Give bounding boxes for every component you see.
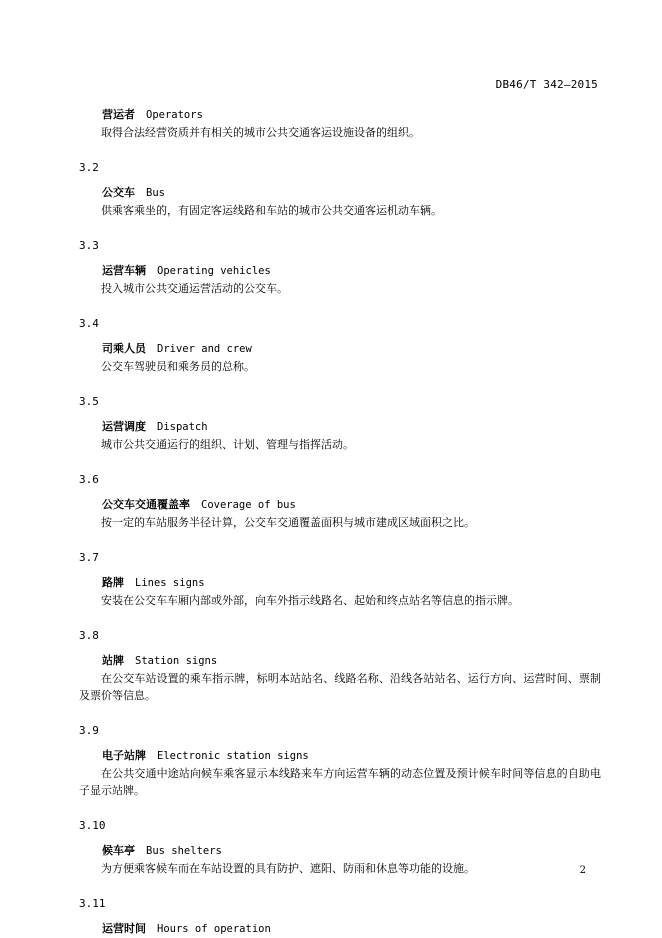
term-heading (102, 106, 601, 124)
term-heading (102, 920, 601, 938)
term-entry (79, 817, 601, 877)
term-definition: 按一定的车站服务半径计算，公交车交通覆盖面积与城市建成区域面积之比。 (101, 516, 475, 529)
term-definition: 安装在公交车车厢内部或外部，向车外指示线路名、起始和终点站名等信息的指示牌。 (101, 594, 519, 607)
term-entry (79, 549, 601, 609)
term-english: Dispatch (157, 421, 208, 433)
term-entry (79, 315, 601, 375)
term-english: Electronic station signs (157, 750, 309, 762)
term-definition: 公交车驾驶员和乘务员的总称。 (101, 360, 255, 373)
term-definition: 城市公共交通运行的组织、计划、管理与指挥活动。 (101, 438, 354, 451)
term-entry (79, 722, 601, 799)
term-heading (102, 652, 601, 670)
term-chinese: 营运者 (102, 108, 135, 121)
term-chinese: 公交车 (102, 186, 135, 199)
term-definition: 在公共交通中途站向候车乘客显示本线路来车方向运营车辆的动态位置及预计候车时间等信息的自助电子显示站牌。 (79, 767, 601, 797)
term-english: Coverage of bus (201, 499, 296, 511)
term-heading (102, 574, 601, 592)
clause-number: 3.11 (79, 897, 106, 910)
term-english: Station signs (135, 655, 218, 667)
clause-number: 3.6 (79, 473, 99, 486)
term-chinese: 公交车交通覆盖率 (102, 498, 190, 511)
term-english: Bus shelters (146, 845, 222, 857)
term-english: Lines signs (135, 577, 205, 589)
term-definition: 为方便乘客候车而在车站设置的具有防护、遮阳、防雨和休息等功能的设施。 (101, 862, 475, 875)
term-chinese: 电子站牌 (102, 749, 146, 762)
term-english: Operating vehicles (157, 265, 271, 277)
term-heading (102, 747, 601, 765)
term-chinese: 运营时间 (102, 922, 146, 935)
clause-number: 3.8 (79, 629, 99, 642)
term-chinese: 候车亭 (102, 844, 135, 857)
term-definition: 供乘客乘坐的，有固定客运线路和车站的城市公共交通客运机动车辆。 (101, 204, 442, 217)
term-entry (79, 471, 601, 531)
term-heading (102, 262, 601, 280)
term-heading (102, 496, 601, 514)
page-number: 2 (579, 865, 586, 876)
term-english: Operators (146, 109, 203, 121)
clause-number: 3.3 (79, 239, 99, 252)
term-chinese: 站牌 (102, 654, 124, 667)
term-heading (102, 418, 601, 436)
term-english: Bus (146, 187, 165, 199)
clause-number: 3.5 (79, 395, 99, 408)
term-entry (79, 237, 601, 297)
clause-number: 3.2 (79, 161, 99, 174)
term-chinese: 路牌 (102, 576, 124, 589)
clause-number: 3.7 (79, 551, 99, 564)
clause-number: 3.9 (79, 724, 99, 737)
clause-number: 3.4 (79, 317, 99, 330)
term-entry (79, 393, 601, 453)
term-heading (102, 184, 601, 202)
term-heading (102, 842, 601, 860)
clause-number: 3.10 (79, 819, 106, 832)
term-english: Driver and crew (157, 343, 252, 355)
term-entry (79, 159, 601, 219)
term-definition: 投入城市公共交通运营活动的公交车。 (101, 282, 288, 295)
term-heading (102, 340, 601, 358)
term-chinese: 司乘人员 (102, 342, 146, 355)
term-chinese: 运营调度 (102, 420, 146, 433)
term-definition: 取得合法经营资质并有相关的城市公共交通客运设施设备的组织。 (101, 126, 420, 139)
term-definition: 在公交车站设置的乘车指示牌，标明本站站名、线路名称、沿线各站站名、运行方向、运营时间、票制及票价等信息。 (79, 672, 601, 702)
term-chinese: 运营车辆 (102, 264, 146, 277)
document-code-header: DB46/T 342—2015 (495, 78, 598, 91)
terms-and-definitions (79, 102, 601, 938)
term-english: Hours of operation (157, 923, 271, 935)
term-entry (79, 895, 601, 938)
term-entry (79, 106, 601, 141)
term-entry (79, 627, 601, 704)
